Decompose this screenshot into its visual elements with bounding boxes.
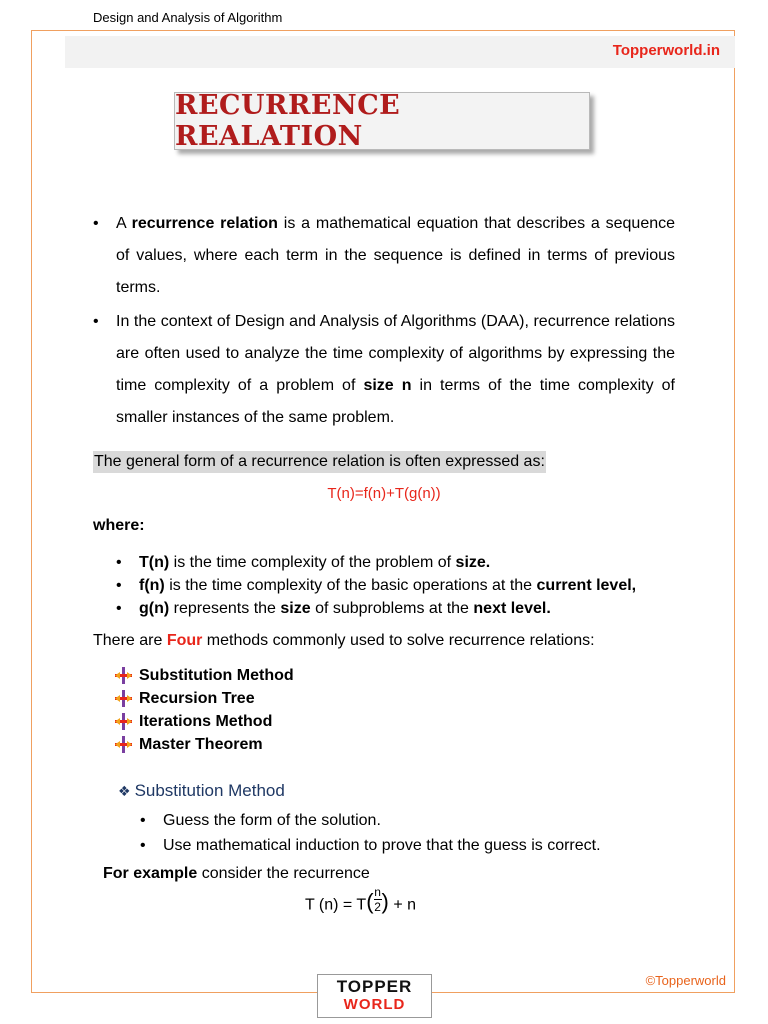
page-title: RECURRENCE REALATION xyxy=(175,90,401,152)
diamond-icon: ❖ xyxy=(118,783,131,799)
doc-header: Design and Analysis of Algorithm xyxy=(93,10,283,25)
definition-item: • f(n) is the time complexity of the basic operations at the current level, xyxy=(116,574,636,597)
method-item: Master Theorem xyxy=(115,733,294,756)
example-text: For example consider the recurrence xyxy=(103,865,370,882)
plus-arrow-icon xyxy=(115,736,132,753)
general-form-text: The general form of a recurrence relation is often expressed as: xyxy=(93,451,546,473)
definitions-list xyxy=(116,551,636,620)
four-highlight: Four xyxy=(166,632,203,649)
title-box xyxy=(174,92,590,150)
bullet-item: • In the context of Design and Analysis of Algorithms (DAA), recurrence relations are often used to analyze the time complexity of algorithms by expressing the time complexity of a problem of size n in terms of the time complexity of smaller instances of the same problem. xyxy=(93,306,675,434)
plus-arrow-icon xyxy=(115,690,132,707)
where-label: where: xyxy=(93,517,145,534)
methods-intro: There are Four methods commonly used to solve recurrence relations: xyxy=(93,632,595,649)
step-item: • Guess the form of the solution. xyxy=(140,808,601,833)
intro-bullets xyxy=(93,208,675,436)
method-item: Recursion Tree xyxy=(115,687,294,710)
substitution-heading: ❖ Substitution Method xyxy=(118,781,285,800)
plus-arrow-icon xyxy=(115,667,132,684)
plus-arrow-icon xyxy=(115,713,132,730)
recurrence-equation: T (n) = T( $\frac{n}{2}$ ) + n xyxy=(305,885,416,914)
copyright: ©Topperworld xyxy=(645,973,726,988)
substitution-steps xyxy=(140,808,601,858)
bullet-item: • A recurrence relation is a mathematical equation that describes a sequence of values, where each term in the sequence is defined in terms of previous terms. xyxy=(93,208,675,304)
method-item: Substitution Method xyxy=(115,664,294,687)
general-formula: T(n)=f(n)+T(g(n)) xyxy=(327,485,441,502)
fraction: $\frac{n}{2}$ xyxy=(374,885,381,914)
methods-list xyxy=(115,664,294,756)
step-item: • Use mathematical induction to prove that the guess is correct. xyxy=(140,833,601,858)
brand-link[interactable]: Topperworld.in xyxy=(612,42,720,59)
definition-item: • g(n) represents the size of subproblems at the next level. xyxy=(116,597,636,620)
method-item: Iterations Method xyxy=(115,710,294,733)
definition-item: • T(n) is the time complexity of the problem of size. xyxy=(116,551,636,574)
topperworld-logo: TOPPER WORLD xyxy=(317,974,432,1018)
